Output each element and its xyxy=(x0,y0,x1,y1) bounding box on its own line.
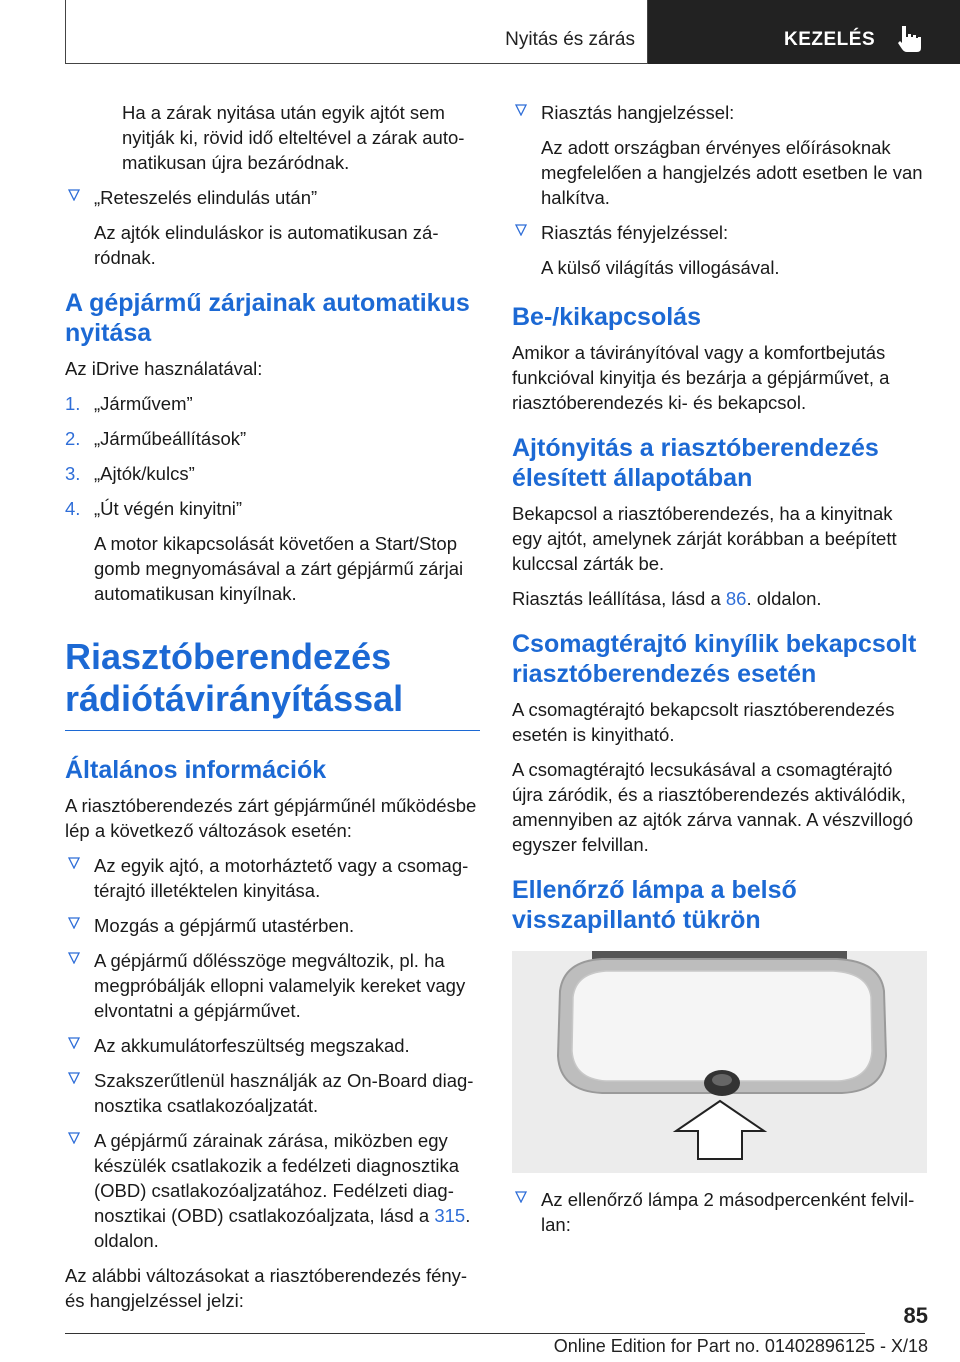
triangle-bullet-icon xyxy=(68,1072,80,1084)
footer-rule xyxy=(65,1333,865,1334)
header-chapter-box xyxy=(648,0,960,64)
list-item xyxy=(65,1033,480,1058)
stop-alarm-text-end: . oldalon. xyxy=(746,588,822,609)
heading-trunk: Csomagtérajtó kinyílik bekapcsolt riasztóberendezés esetén xyxy=(512,630,917,688)
on-off-paragraph: Amikor a távirányítóval vagy a komfortbejutás funkcióval kinyitja és bezárja a gépjárművet, a riasztóberendezés ki- és bekapcsol. xyxy=(512,342,890,413)
header-section-title: Nyitás és zárás xyxy=(505,29,635,50)
list-item-text: Az egyik ajtó, a motorháztető vagy a csomagtérajtó illetéktelen kinyitása. xyxy=(94,855,469,901)
list-item-text: Az akkumulátorfeszültség megszakad. xyxy=(94,1035,410,1056)
page-number: 85 xyxy=(903,1303,928,1328)
step-number: 1. xyxy=(65,393,81,414)
step-4-description: A motor kikapcsolását követően a Start/Stop gomb megnyomásával a zárt gépjármű zárjai automatikusan kinyílnak. xyxy=(94,533,464,604)
rearview-mirror-illustration xyxy=(512,951,927,1173)
step-3 xyxy=(65,461,480,486)
page-link-86[interactable]: 86 xyxy=(725,588,747,609)
bullet-title: Riasztás fényjelzéssel: xyxy=(541,222,729,243)
page-link-315[interactable]: 315 xyxy=(434,1205,466,1226)
triangle-bullet-icon xyxy=(68,1132,80,1144)
idrive-paragraph: Az iDrive használatával: xyxy=(65,358,263,379)
triangle-bullet-icon xyxy=(68,857,80,869)
step-4 xyxy=(65,496,480,606)
armed-paragraph: Bekapcsol a riasztóberendezés, ha a kinyitnak egy ajtót, amelynek zárját korábban a beépített kulccsal zárták be. xyxy=(512,503,897,574)
bullet-title: Riasztás hangjelzéssel: xyxy=(541,102,735,123)
general-paragraph: A riasztóberendezés zárt gépjárműnél működésbe lép a következő változások esetén: xyxy=(65,795,477,841)
pointing-hand-icon xyxy=(896,24,924,54)
list-item-text: A gépjármű zárainak zárása, miközben egy készülék csatlakozik a fedélzeti diagnosztika (OBD) csatlakozóaljzatához. Fedélzeti diagnosztikai (OBD) csatlakozóaljzata, lásd a xyxy=(94,1130,460,1226)
heading-general-info: Általános információk xyxy=(65,756,327,784)
bullet-light-alarm xyxy=(512,220,927,280)
triangle-bullet-icon xyxy=(68,189,80,201)
bullet-text: Az ajtók elinduláskor is automatikusan záródnak. xyxy=(94,222,439,268)
bullet-title: „Reteszelés elindulás után” xyxy=(94,187,318,208)
list-item-text: Szakszerűtlenül használják az On-Board diagnosztika csatlakozóaljzatát. xyxy=(94,1070,474,1116)
left-column xyxy=(65,100,480,1323)
intro-paragraph: Ha a zárak nyitása után egyik ajtót sem nyitják ki, rövid idő elteltével a zárak automatikusan újra bezáródnak. xyxy=(122,102,465,173)
footer-edition: Online Edition for Part no. 01402896125 - X/18 xyxy=(553,1336,928,1356)
step-number: 4. xyxy=(65,498,81,519)
bullet-lock-after-drive xyxy=(65,185,480,270)
bullet-lamp-flash xyxy=(512,1187,927,1237)
list-item-obd xyxy=(65,1128,480,1253)
bullet-text: Az adott országban érvényes előírásoknak megfelelően a hangjelzés adott esetben le van halkítva. xyxy=(541,137,923,208)
triangle-bullet-icon xyxy=(68,917,80,929)
list-item xyxy=(65,948,480,1023)
bullet-text: A külső világítás villogásával. xyxy=(541,257,780,278)
right-column xyxy=(512,100,927,1247)
list-item-text-end: . oldalon. xyxy=(94,1205,471,1251)
heading-rule xyxy=(65,730,480,731)
step-text: „Út végén kinyitni” xyxy=(94,498,243,519)
list-item xyxy=(65,853,480,903)
step-text: „Ajtók/kulcs” xyxy=(94,463,195,484)
trunk-paragraph-1: A csomagtérajtó bekapcsolt riasztóberendezés esetén is kinyitható. xyxy=(512,699,895,745)
stop-alarm-text: Riasztás leállítása, lásd a xyxy=(512,588,726,609)
heading-on-off: Be-/kikapcsolás xyxy=(512,303,701,331)
triangle-bullet-icon xyxy=(515,1191,527,1203)
header-chapter-title: KEZELÉS xyxy=(784,29,876,50)
heading-alarm-remote: Riasztóberendezés rádiótávirányítással xyxy=(65,636,404,719)
heading-indicator-lamp: Ellenőrző lámpa a belső visszapillantó tükrön xyxy=(512,876,797,934)
list-item-text: Az ellenőrző lámpa 2 másodpercenként felvillan: xyxy=(541,1189,915,1235)
heading-armed-door: Ajtónyitás a riasztóberendezés élesített állapotában xyxy=(512,434,879,492)
list-item-text: A gépjármű dőlésszöge megváltozik, pl. ha megpróbálják ellopni valamelyik kereket vagy elvontatni a gépjárművet. xyxy=(94,950,466,1021)
step-text: „Járműbeállítások” xyxy=(94,428,247,449)
stop-alarm-paragraph xyxy=(512,586,927,611)
triangle-bullet-icon xyxy=(68,1037,80,1049)
header-section-box xyxy=(65,0,648,64)
list-item xyxy=(65,913,480,938)
bullet-sound-alarm xyxy=(512,100,927,210)
triangle-bullet-icon xyxy=(515,104,527,116)
step-2 xyxy=(65,426,480,451)
rearview-mirror-image xyxy=(512,951,927,1173)
triangle-bullet-icon xyxy=(515,224,527,236)
step-1 xyxy=(65,391,480,416)
step-number: 2. xyxy=(65,428,81,449)
heading-auto-open: A gépjármű zárjainak automatikus nyitása xyxy=(65,289,470,347)
trunk-paragraph-2: A csomagtérajtó lecsukásával a csomagtérajtó újra záródik, és a riasztóberendezés aktiválódik, amennyiben az ajtók zárva vannak. A vészvillogó egyszer felvillan. xyxy=(512,759,914,855)
step-text: „Járművem” xyxy=(94,393,193,414)
signal-paragraph: Az alábbi változásokat a riasztóberendezés fény- és hangjelzéssel jelzi: xyxy=(65,1265,468,1311)
triangle-bullet-icon xyxy=(68,952,80,964)
step-number: 3. xyxy=(65,463,81,484)
list-item xyxy=(65,1068,480,1118)
list-item-text: Mozgás a gépjármű utastérben. xyxy=(94,915,355,936)
